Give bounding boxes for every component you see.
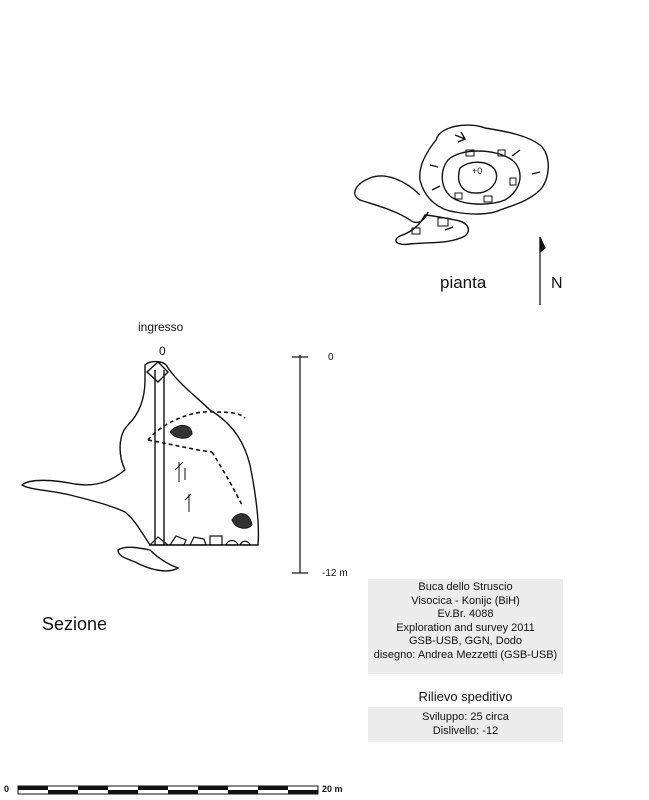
north-label: N xyxy=(551,275,563,292)
entrance-label: ingresso xyxy=(138,320,184,334)
scalebar-segment xyxy=(78,786,108,790)
info-line: Exploration and survey 2011 xyxy=(396,621,535,634)
scale-top-label: 0 xyxy=(328,352,334,363)
scalebar-segment xyxy=(108,790,138,794)
rilievo-title: Rilievo speditivo xyxy=(418,689,513,704)
plan-datum-label: +0 xyxy=(472,166,483,176)
scalebar-start-label: 0 xyxy=(4,784,10,794)
scalebar-end-label: 20 m xyxy=(322,784,343,794)
scalebar-segment xyxy=(48,790,78,794)
info-line: disegno: Andrea Mezzetti (GSB-USB) xyxy=(373,648,558,661)
scalebar-segment xyxy=(258,786,288,790)
plan-label: pianta xyxy=(440,273,487,292)
section-label: Sezione xyxy=(42,614,108,634)
entrance-symbol xyxy=(147,362,168,382)
scale-bottom-label: -12 m xyxy=(322,568,348,579)
section-outline xyxy=(22,362,258,545)
entrance-depth-label: 0 xyxy=(159,344,166,358)
info-line: Ev.Br. 4088 xyxy=(437,608,494,620)
scalebar-segment xyxy=(288,790,318,794)
dislivello-value: Dislivello: -12 xyxy=(432,725,499,737)
info-line: Buca dello Struscio xyxy=(418,581,513,593)
rilievo-stats-box xyxy=(368,707,563,742)
scalebar-segment xyxy=(138,786,168,790)
scalebar-segment xyxy=(18,786,48,790)
info-line: Visocica - Konijc (BiH) xyxy=(411,594,520,607)
survey-info-box xyxy=(368,579,563,674)
vertical-scale xyxy=(292,355,308,573)
scalebar-segment xyxy=(228,790,258,794)
scalebar-segment xyxy=(168,790,198,794)
info-line: GSB-USB, GGN, Dodo xyxy=(408,635,523,647)
scalebar-segment xyxy=(198,786,228,790)
section-lower-gallery xyxy=(118,547,178,571)
sviluppo-value: Sviluppo: 25 circa xyxy=(422,711,509,723)
